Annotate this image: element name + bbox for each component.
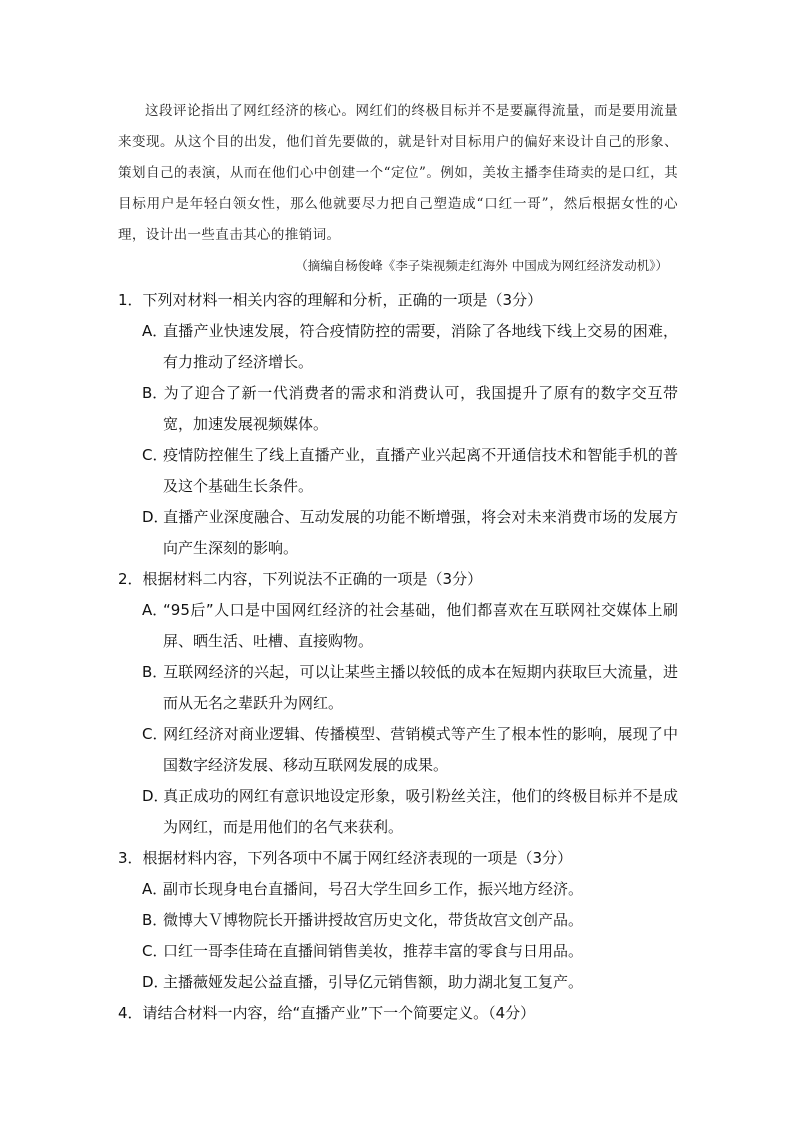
option-text: 为了迎合了新一代消费者的需求和消费认可，我国提升了原有的数字交互带宽，加速发展视频媒体。 (163, 384, 678, 433)
option-key: C． (142, 446, 168, 464)
option-key: D． (142, 508, 169, 526)
question-4 (118, 998, 678, 1029)
option-b (118, 657, 678, 719)
option-c (118, 440, 678, 502)
question-stem: 1．下列对材料一相关内容的理解和分析，正确的一项是（3分） (118, 291, 543, 309)
question-stem: 4．请结合材料一内容，给“直播产业”下一个简要定义。（4分） (118, 1004, 536, 1022)
option-c (118, 936, 678, 967)
question-1 (118, 285, 678, 564)
option-d (118, 502, 678, 564)
option-text: “95后”人口是中国网红经济的社会基础，他们都喜欢在互联网社交媒体上刷屏、晒生活、吐槽、直接购物。 (163, 601, 678, 650)
option-key: A． (142, 601, 168, 619)
option-key: C． (142, 942, 168, 960)
question-stem: 3．根据材料内容，下列各项中不属于网红经济表现的一项是（3分） (118, 849, 573, 867)
option-text: 副市长现身电台直播间，号召大学生回乡工作，振兴地方经济。 (163, 880, 584, 898)
option-key: C． (142, 725, 168, 743)
option-text: 主播薇娅发起公益直播，引导亿元销售额，助力湖北复工复产。 (163, 973, 584, 991)
question-list (118, 285, 678, 1029)
passage-source: （摘编自杨俊峰《李子柒视频走红海外 中国成为网红经济发动机》） (295, 258, 668, 273)
option-key: B． (142, 911, 168, 929)
option-a (118, 874, 678, 905)
option-key: D． (142, 787, 169, 805)
passage-paragraph: 这段评论指出了网红经济的核心。网红们的终极目标并不是要赢得流量，而是要用流量来变现。从这个目的出发，他们首先要做的，就是针对目标用户的偏好来设计自己的形象、策划自己的表演，从而在他们心中创建一个“定位”。例如，美妆主播李佳琦卖的是口红，其目标用户是年轻白领女性，那么他就要尽力把自己塑造成“口红一哥”，然后根据女性的心理，设计出一些直击其心的推销词。 (118, 103, 678, 243)
option-text: 网红经济对商业逻辑、传播模型、营销模式等产生了根本性的影响，展现了中国数字经济发展、移动互联网发展的成果。 (163, 725, 678, 774)
option-text: 真正成功的网红有意识地设定形象，吸引粉丝关注，他们的终极目标并不是成为网红，而是用他们的名气来获利。 (163, 787, 678, 836)
question-3 (118, 843, 678, 998)
option-key: A． (142, 880, 168, 898)
option-key: A． (142, 322, 168, 340)
question-stem: 2．根据材料二内容，下列说法不正确的一项是（3分） (118, 570, 483, 588)
option-c (118, 719, 678, 781)
option-key: B． (142, 663, 168, 681)
option-text: 直播产业快速发展，符合疫情防控的需要，消除了各地线下线上交易的困难，有力推动了经济增长。 (163, 322, 678, 371)
option-text: 疫情防控催生了线上直播产业，直播产业兴起离不开通信技术和智能手机的普及这个基础生长条件。 (163, 446, 678, 495)
option-text: 微博大Ｖ博物院长开播讲授故宫历史文化，带货故宫文创产品。 (163, 911, 584, 929)
option-key: B． (142, 384, 168, 402)
option-text: 互联网经济的兴起，可以让某些主播以较低的成本在短期内获取巨大流量，进而从无名之辈跃升为网红。 (163, 663, 678, 712)
option-d (118, 967, 678, 998)
option-key: D． (142, 973, 169, 991)
option-a (118, 316, 678, 378)
option-text: 口红一哥李佳琦在直播间销售美妆，推荐丰富的零食与日用品。 (163, 942, 584, 960)
option-b (118, 905, 678, 936)
question-2 (118, 564, 678, 843)
option-text: 直播产业深度融合、互动发展的功能不断增强，将会对未来消费市场的发展方向产生深刻的影响。 (163, 508, 678, 557)
option-a (118, 595, 678, 657)
option-b (118, 378, 678, 440)
option-d (118, 781, 678, 843)
